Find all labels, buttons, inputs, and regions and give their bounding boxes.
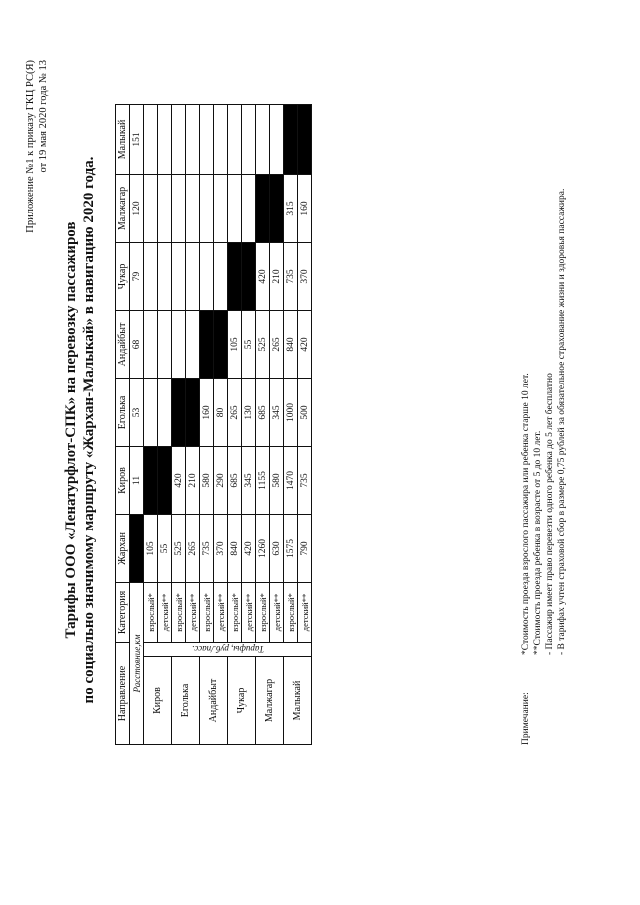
note-item: - В тарифах учтен страховой сбор в размере 0,75 рублей за обязательное страхование жизни и здоровья пассажира. [557,188,567,655]
category-adult: взрослый* [228,582,242,642]
category-adult: взрослый* [284,582,298,642]
fare-cell: 210 [270,242,284,310]
tariff-unit-label: Тарифы, руб./пасс. [144,642,312,656]
empty-cell [214,104,228,174]
empty-cell [270,104,284,174]
category-child: детский** [270,582,284,642]
header-stop-kirov: Киров [116,446,130,514]
distance-cell: 79 [130,242,144,310]
table-body [130,104,312,744]
empty-cell [144,310,158,378]
fare-cell: 345 [270,378,284,446]
fare-cell: 265 [228,378,242,446]
fare-cell: 1575 [284,514,298,582]
empty-cell [242,174,256,242]
distance-cell: 11 [130,446,144,514]
row-stop-name: Малжагар [256,657,284,745]
fare-cell: 735 [298,446,312,514]
empty-cell [186,174,200,242]
fare-cell: 685 [256,378,270,446]
category-child: детский** [214,582,228,642]
fare-cell: 840 [284,310,298,378]
fare-cell: 580 [270,446,284,514]
empty-cell [200,104,214,174]
table-row [144,104,158,744]
category-adult: взрослый* [172,582,186,642]
fare-cell: 160 [298,174,312,242]
distance-label: Расстояние,км [130,582,144,744]
note-item: - Пассажир имеет право перевезти одного ребенка до 5 лет бесплатно [545,373,555,655]
fare-cell: 1000 [284,378,298,446]
fare-cell: 735 [200,514,214,582]
fare-cell: 420 [256,242,270,310]
distance-cell: 151 [130,104,144,174]
fare-cell: 55 [242,310,256,378]
diagonal-cell [228,242,242,310]
header-stop-andaibyt: Андайбыт [116,310,130,378]
note-item: **Стоимость проезда ребенка в возрасте от 5 до 10 лет. [533,430,543,655]
category-child: детский** [298,582,312,642]
fare-cell: 525 [172,514,186,582]
empty-cell [200,242,214,310]
empty-cell [172,242,186,310]
empty-cell [158,174,172,242]
fare-cell: 80 [214,378,228,446]
empty-cell [144,378,158,446]
fare-cell: 290 [214,446,228,514]
fare-cell: 790 [298,514,312,582]
header-stop-chukar: Чукар [116,242,130,310]
empty-cell [186,104,200,174]
fare-cell: 370 [214,514,228,582]
row-stop-name: Малыкай [284,657,312,745]
row-stop-name: Чукар [228,657,256,745]
fare-cell: 105 [228,310,242,378]
note-item: *Стоимость проезда взрослого пассажира или ребенка старше 10 лет. [521,373,531,655]
row-stop-name: Андайбыт [200,657,228,745]
header-stop-zharkhan: Жархан [116,514,130,582]
diagonal-cell [256,174,270,242]
notes-label: Примечание: [521,692,531,745]
annex-line-2: от 19 мая 2020 года № 13 [38,60,49,173]
empty-cell [186,242,200,310]
row-stop-name: Еголька [172,657,200,745]
header-stop-egolka: Еголька [116,378,130,446]
diagonal-cell [158,446,172,514]
diagonal-cell [242,242,256,310]
diagonal-cell [270,174,284,242]
fare-cell: 525 [256,310,270,378]
table-header-row [116,104,130,744]
distance-cell [130,514,144,582]
empty-cell [200,174,214,242]
empty-cell [242,104,256,174]
fare-cell: 315 [284,174,298,242]
distance-row [130,104,144,744]
empty-cell [172,174,186,242]
fare-cell: 370 [298,242,312,310]
header-direction: Направление [116,642,130,744]
fare-cell: 500 [298,378,312,446]
category-child: детский** [186,582,200,642]
fare-cell: 840 [228,514,242,582]
distance-cell: 120 [130,174,144,242]
empty-cell [144,104,158,174]
header-stop-malykai: Малыкай [116,104,130,174]
title-line-1: Тарифы ООО «Ленатурфлот-СПК» на перевозку пассажиров [63,221,79,639]
header-stop-malzhagar: Малжагар [116,174,130,242]
diagonal-cell [172,378,186,446]
empty-cell [186,310,200,378]
fare-cell: 55 [158,514,172,582]
empty-cell [144,174,158,242]
category-adult: взрослый* [200,582,214,642]
fare-cell: 420 [298,310,312,378]
category-adult: взрослый* [144,582,158,642]
empty-cell [158,242,172,310]
diagonal-cell [200,310,214,378]
empty-cell [172,310,186,378]
empty-cell [144,242,158,310]
diagonal-cell [284,104,298,174]
fare-cell: 420 [242,514,256,582]
fare-cell: 420 [172,446,186,514]
empty-cell [256,104,270,174]
category-child: детский** [158,582,172,642]
title-line-2: по социально значимому маршруту «Жархан-Малыкай» в навигацию 2020 года. [81,156,97,704]
empty-cell [158,310,172,378]
distance-cell: 68 [130,310,144,378]
fare-cell: 580 [200,446,214,514]
notes-list [520,95,568,655]
annex-line-1: Приложение №1 к приказу ГКЦ РС(Я) [25,60,36,233]
fare-cell: 1260 [256,514,270,582]
empty-cell [214,174,228,242]
fare-cell: 130 [242,378,256,446]
fare-cell: 265 [270,310,284,378]
fare-cell: 630 [270,514,284,582]
empty-cell [214,242,228,310]
header-category: Категория [116,582,130,642]
fare-cell: 735 [284,242,298,310]
fare-cell: 1155 [256,446,270,514]
category-child: детский** [242,582,256,642]
diagonal-cell [214,310,228,378]
fare-cell: 265 [186,514,200,582]
fare-cell: 210 [186,446,200,514]
fare-cell: 105 [144,514,158,582]
annex-reference [24,60,50,233]
fare-cell: 685 [228,446,242,514]
distance-cell: 53 [130,378,144,446]
diagonal-cell [298,104,312,174]
fare-cell: 160 [200,378,214,446]
diagonal-cell [186,378,200,446]
tariff-table [115,104,312,745]
category-adult: взрослый* [256,582,270,642]
fare-cell: 1470 [284,446,298,514]
empty-cell [158,378,172,446]
diagonal-cell [144,446,158,514]
fare-cell: 345 [242,446,256,514]
empty-cell [158,104,172,174]
empty-cell [228,104,242,174]
empty-cell [228,174,242,242]
empty-cell [172,104,186,174]
row-stop-name: Киров [144,657,172,745]
document-title [62,105,98,755]
